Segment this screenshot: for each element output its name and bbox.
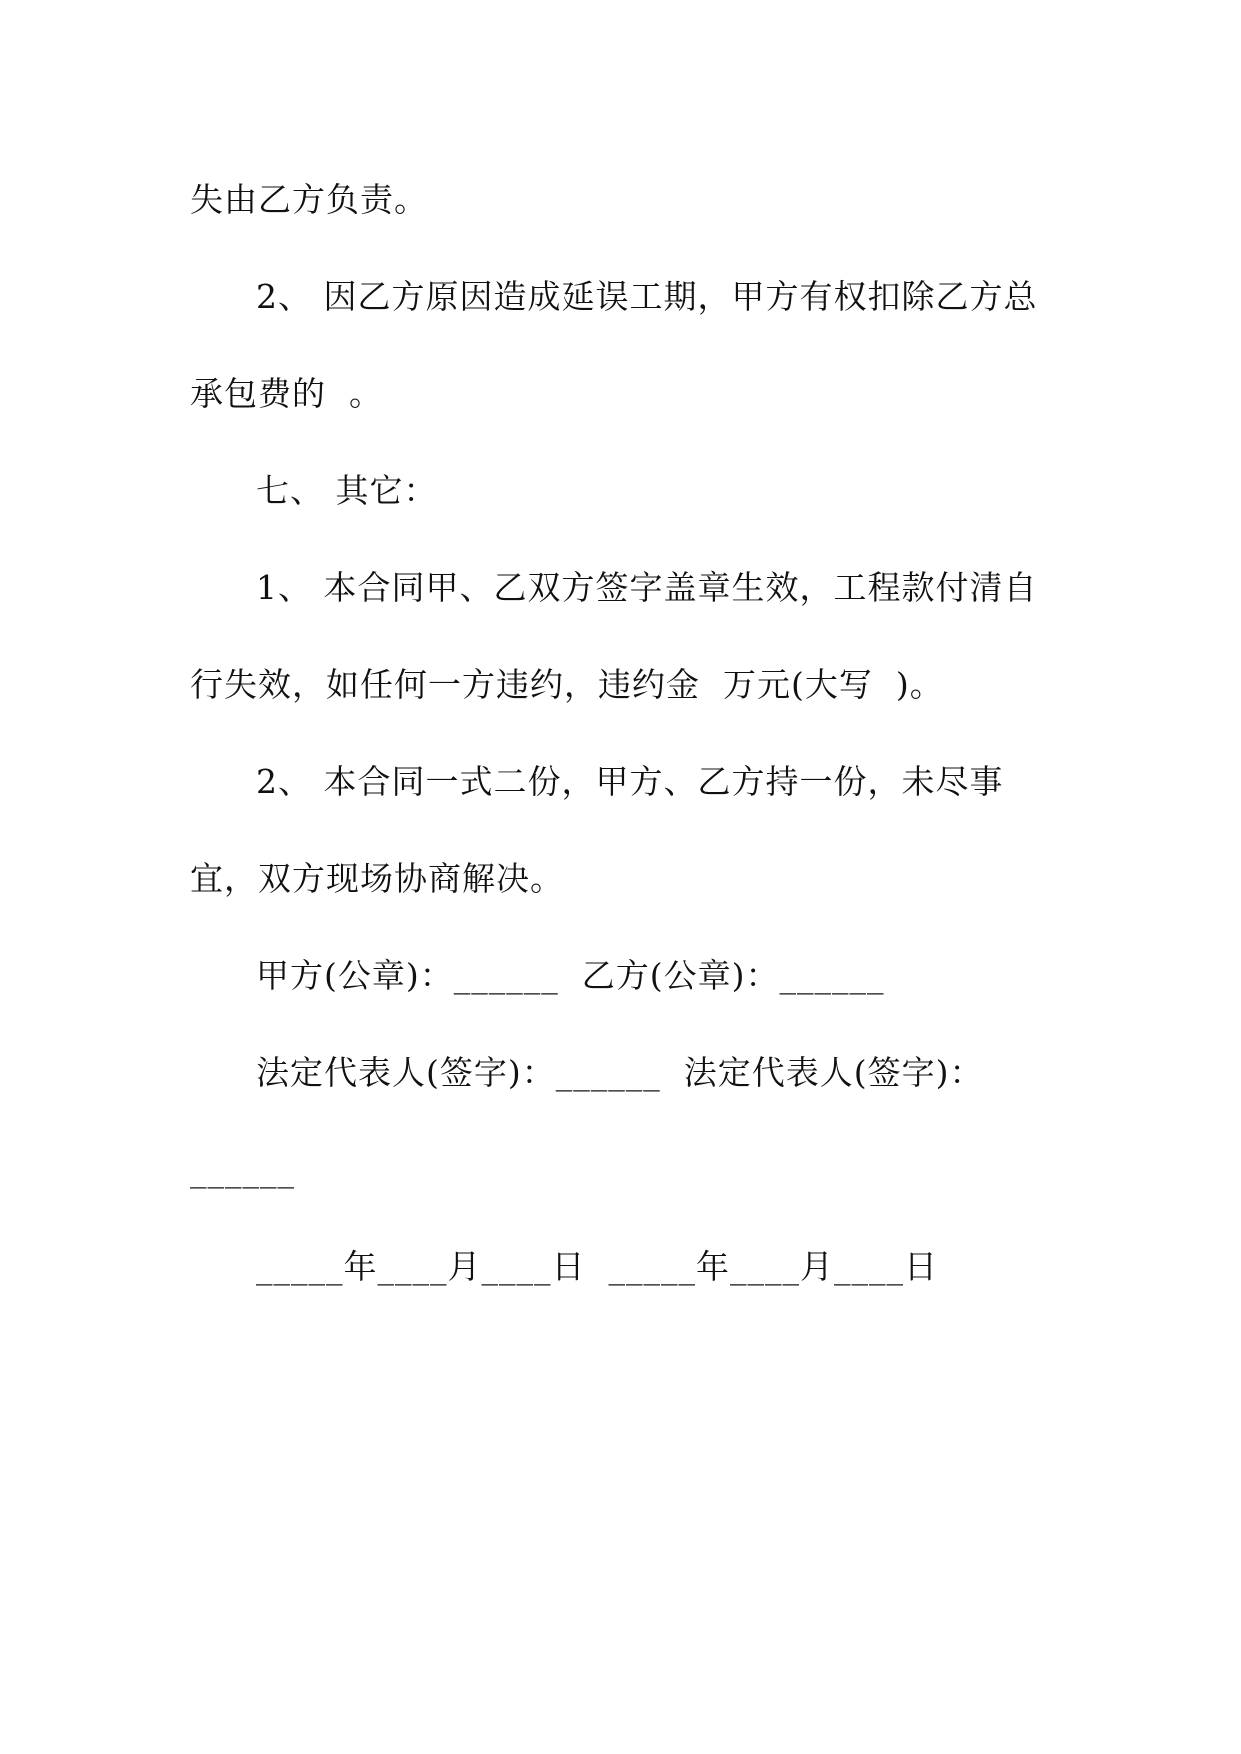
legal-rep-signature-line: 法定代表人(签字)：______ 法定代表人(签字)： (256, 1053, 984, 1092)
clause-2b-line-1: 2、 本合同一式二份，甲方、乙方持一份，未尽事 (256, 762, 1004, 801)
clause-2b-line-2: 宜，双方现场协商解决。 (190, 859, 564, 898)
clause-2-line-1: 2、 因乙方原因造成延误工期，甲方有权扣除乙方总 (256, 277, 1038, 316)
legal-rep-signature-blank: ______ (190, 1150, 295, 1189)
clause-1-line-2: 行失效，如任何一方违约，违约金 万元(大写 )。 (190, 665, 944, 704)
party-seal-line: 甲方(公章)：______ 乙方(公章)：______ (256, 956, 885, 995)
section-7-heading: 七、 其它： (256, 471, 438, 510)
paragraph-line-1: 失由乙方负责。 (190, 180, 428, 219)
clause-1-line-1: 1、 本合同甲、乙双方签字盖章生效，工程款付清自 (256, 568, 1038, 607)
clause-2-line-2: 承包费的 。 (190, 374, 383, 413)
date-line: _____年____月____日 _____年____月____日 (256, 1247, 938, 1286)
